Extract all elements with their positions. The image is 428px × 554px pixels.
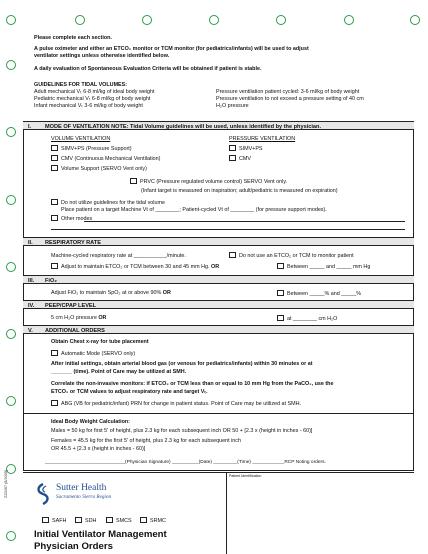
checkbox[interactable] bbox=[130, 178, 137, 184]
section-1-title: MODE OF VENTILATION NOTE: Tidal Volume guidelines will be used, unless identified by the physician. bbox=[45, 123, 321, 130]
guideline-pediatric: Pediatric mechanical Vₜ 6-8 ml/kg of body weight bbox=[34, 96, 151, 102]
checkbox[interactable] bbox=[42, 517, 49, 523]
or-label: OR bbox=[98, 315, 107, 321]
option-label: at ________ cm H₂O bbox=[287, 316, 338, 322]
patient-id-label: Patient Identification bbox=[229, 474, 262, 478]
sutter-health-logo-icon bbox=[34, 483, 52, 505]
correlate-line1: Correlate the non-invasive monitors: if ETCO₂ or TCM less than or equal to 10 mm Hg from the PaCO₂, use the bbox=[51, 381, 334, 387]
checkbox[interactable] bbox=[51, 199, 58, 205]
side-hole-4 bbox=[6, 262, 16, 272]
checkbox[interactable] bbox=[51, 145, 58, 151]
oximeter-note-line2: ventilator settings unless otherwise identified below. bbox=[34, 53, 170, 59]
option-label: Between _____ and _____ mm Hg bbox=[287, 264, 371, 270]
site-label: SAFH bbox=[52, 518, 67, 524]
option-label: CMV bbox=[239, 156, 251, 162]
checkbox[interactable] bbox=[277, 290, 284, 296]
other-modes-line-2[interactable] bbox=[51, 229, 405, 230]
option-label: CMV (Continuous Mechanical Ventilation) bbox=[61, 156, 161, 162]
guideline-pressure-limit: Pressure ventilation to not exceed a pressure setting of 40 cm bbox=[216, 96, 364, 102]
option-label: Do not use an ETCO₂ or TCM to monitor patient bbox=[239, 253, 354, 259]
target-vt-line: Place patient on a target Machine Vt of ________; Patient-cycled Vt of ________ (for pressure support modes). bbox=[61, 207, 327, 213]
oximeter-note-line1: A pulse oximeter and either an ETCO₂ monitor or TCM monitor (for pediatrics/infants) will be used to adjust bbox=[34, 46, 309, 52]
pressure-ventilation-heading: PRESSURE VENTILATION bbox=[229, 136, 296, 142]
binder-hole-2 bbox=[75, 15, 85, 25]
section-5-title: ADDITIONAL ORDERS bbox=[45, 327, 105, 334]
checkbox[interactable] bbox=[51, 155, 58, 161]
option-simv-ps[interactable] bbox=[51, 145, 132, 153]
option-label: Other modes bbox=[61, 216, 93, 222]
signature-line[interactable]: ______________________________(Physician Signature) __________(Date) _________(Time) ____________RCP Noting orders. bbox=[45, 460, 326, 465]
option-no-etco2[interactable] bbox=[229, 252, 354, 260]
section-1-number: I. bbox=[28, 123, 32, 130]
guideline-pressure-cycled: Pressure ventilation patient cycled: 3-6 ml/kg of body weight bbox=[216, 89, 360, 95]
side-hole-3 bbox=[6, 195, 16, 205]
option-label: Do not utilize guidelines for the tidal volume bbox=[61, 200, 165, 206]
guideline-infant: Infant mechanical Vₜ 3-6 ml/kg of body weight bbox=[34, 103, 143, 109]
binder-hole-7 bbox=[410, 15, 420, 25]
checkbox[interactable] bbox=[51, 350, 58, 356]
brand-region: Sacramento Sierra Region bbox=[56, 494, 112, 500]
checkbox[interactable] bbox=[51, 263, 58, 269]
site-label: SDH bbox=[85, 518, 97, 524]
chest-xray-order: Obtain Chest x-ray for tube placement bbox=[51, 339, 149, 345]
section-5-number: V. bbox=[28, 327, 33, 334]
option-label: PRVC (Pressure regulated volume control) SERVO Vent only. bbox=[140, 179, 288, 185]
form-title-line1: Initial Ventilator Management bbox=[34, 529, 167, 540]
or-label: OR bbox=[211, 264, 220, 270]
checkbox[interactable] bbox=[229, 145, 236, 151]
option-cmv-continuous[interactable] bbox=[51, 155, 160, 163]
form-title-line2: Physician Orders bbox=[34, 541, 113, 552]
ibw-heading: Ideal Body Weight Calculation: bbox=[51, 419, 130, 425]
option-peep-at[interactable] bbox=[277, 315, 337, 323]
ibw-females-line1: Females = 45.5 kg for the first 5' of height, plus 2.3 kg for each subsequent inch bbox=[51, 438, 241, 444]
option-label: Between _____% and _____% bbox=[287, 291, 362, 297]
site-smcs[interactable] bbox=[106, 517, 132, 525]
option-volume-support[interactable] bbox=[51, 165, 147, 173]
side-hole-6 bbox=[6, 396, 16, 406]
side-hole-5 bbox=[6, 329, 16, 339]
correlate-line2: ETCO₂ or TCM values to adjust respiratory rate and target Vₜ. bbox=[51, 389, 208, 395]
option-pressure-simv-ps[interactable] bbox=[229, 145, 263, 153]
binder-hole-4 bbox=[209, 15, 219, 25]
or-label: OR bbox=[162, 290, 171, 296]
side-hole-2 bbox=[6, 127, 16, 137]
section-2-header bbox=[23, 237, 414, 246]
binder-hole-1 bbox=[6, 15, 16, 25]
checkbox[interactable] bbox=[75, 517, 82, 523]
option-label: ABG (VB for pediatric/infant) PRN for change in patient status. Point of Care may be utilized at SMH. bbox=[61, 401, 301, 407]
section-5-header bbox=[23, 325, 414, 334]
section-3-header bbox=[23, 275, 414, 284]
option-fio2-between[interactable] bbox=[277, 290, 361, 298]
section-4-number: IV. bbox=[28, 302, 35, 309]
side-hole-1 bbox=[6, 60, 16, 70]
checkbox[interactable] bbox=[277, 263, 284, 269]
machine-cycled-rate: Machine-cycled respiratory rate at ___________/minute. bbox=[51, 253, 186, 259]
checkbox[interactable] bbox=[51, 400, 58, 406]
section-2-number: II. bbox=[28, 239, 33, 246]
option-label: Automatic Mode (SERVO only) bbox=[61, 351, 136, 357]
section-3-number: III. bbox=[28, 277, 35, 284]
section-1-header bbox=[23, 121, 414, 130]
binder-hole-3 bbox=[142, 15, 152, 25]
side-hole-8 bbox=[6, 531, 16, 541]
infant-target-note: (Infant target is measured on inspiration; adult/pediatric is measured on expiration) bbox=[141, 188, 338, 194]
footer-divider bbox=[23, 472, 414, 473]
section-3-title: FiO₂ bbox=[45, 277, 57, 284]
site-label: SMCS bbox=[116, 518, 132, 524]
site-sdh[interactable] bbox=[75, 517, 96, 525]
section-2-title: RESPIRATORY RATE bbox=[45, 239, 101, 246]
checkbox[interactable] bbox=[51, 165, 58, 171]
ibw-females-line2: OR 45.5 + [2.3 x (height in inches - 60)] bbox=[51, 446, 146, 452]
option-abg-prn[interactable] bbox=[51, 400, 301, 408]
abg-order-line2: _______ (time). Point of Care may be utilized at SMH. bbox=[51, 369, 187, 375]
checkbox[interactable] bbox=[277, 315, 284, 321]
guideline-h2o: H₂O pressure bbox=[216, 103, 249, 109]
peep-five-cm: 5 cm H₂O pressure OR bbox=[51, 315, 107, 321]
form-code: ZZ0497 (8/2005) bbox=[4, 469, 8, 498]
binder-hole-6 bbox=[344, 15, 354, 25]
daily-evaluation-note: A daily evaluation of Spontaneous Evaluation Criteria will be obtained if patient is stable. bbox=[34, 66, 262, 72]
divider bbox=[23, 413, 414, 414]
checkbox[interactable] bbox=[51, 215, 58, 221]
section-4-header bbox=[23, 300, 414, 309]
option-automatic-mode[interactable] bbox=[51, 350, 135, 358]
brand-name: Sutter Health bbox=[56, 483, 107, 493]
checkbox[interactable] bbox=[229, 155, 236, 161]
option-label: Adjust to maintain ETCO₂ or TCM between 30 and 45 mm Hg. bbox=[61, 264, 210, 270]
checkbox[interactable] bbox=[229, 252, 236, 258]
ibw-males: Males = 50 kg for first 5' of height, plus 2.3 kg for each subsequent inch OR 50 + [2.3 x (height in inches - 60)] bbox=[51, 428, 313, 434]
option-label: SIMV+PS bbox=[239, 146, 263, 152]
option-do-not-utilize[interactable] bbox=[51, 199, 165, 207]
patient-id-box bbox=[226, 472, 227, 554]
volume-ventilation-heading: VOLUME VENTILATION bbox=[51, 136, 111, 142]
option-pressure-cmv[interactable] bbox=[229, 155, 251, 163]
option-rate-between[interactable] bbox=[277, 263, 370, 271]
abg-order-line1: After initial settings, obtain arterial blood gas (or venous for pediatrics/infants) within 30 minutes or at bbox=[51, 361, 313, 367]
section-4-title: PEEP/CPAP LEVEL bbox=[45, 302, 97, 309]
option-label: SIMV+PS (Pressure Support) bbox=[61, 146, 132, 152]
other-modes-line[interactable] bbox=[84, 221, 405, 222]
option-prvc[interactable] bbox=[130, 178, 287, 186]
binder-hole-5 bbox=[276, 15, 286, 25]
site-label: SRMC bbox=[150, 518, 166, 524]
site-srmc[interactable] bbox=[140, 517, 166, 525]
guideline-adult: Adult mechanical Vₜ 6-8 ml/kg of ideal body weight bbox=[34, 89, 155, 95]
guidelines-heading: GUIDELINES FOR TIDAL VOLUMES: bbox=[34, 82, 128, 88]
instruction-complete: Please complete each section. bbox=[34, 35, 112, 41]
checkbox[interactable] bbox=[106, 517, 113, 523]
fio2-adjust: Adjust FiO₂ to maintain SpO₂ at or above 90% OR bbox=[51, 290, 171, 296]
checkbox[interactable] bbox=[140, 517, 147, 523]
option-adjust-etco2[interactable] bbox=[51, 263, 219, 271]
option-label: Volume Support (SERVO Vent only) bbox=[61, 166, 147, 172]
site-safh[interactable] bbox=[42, 517, 66, 525]
